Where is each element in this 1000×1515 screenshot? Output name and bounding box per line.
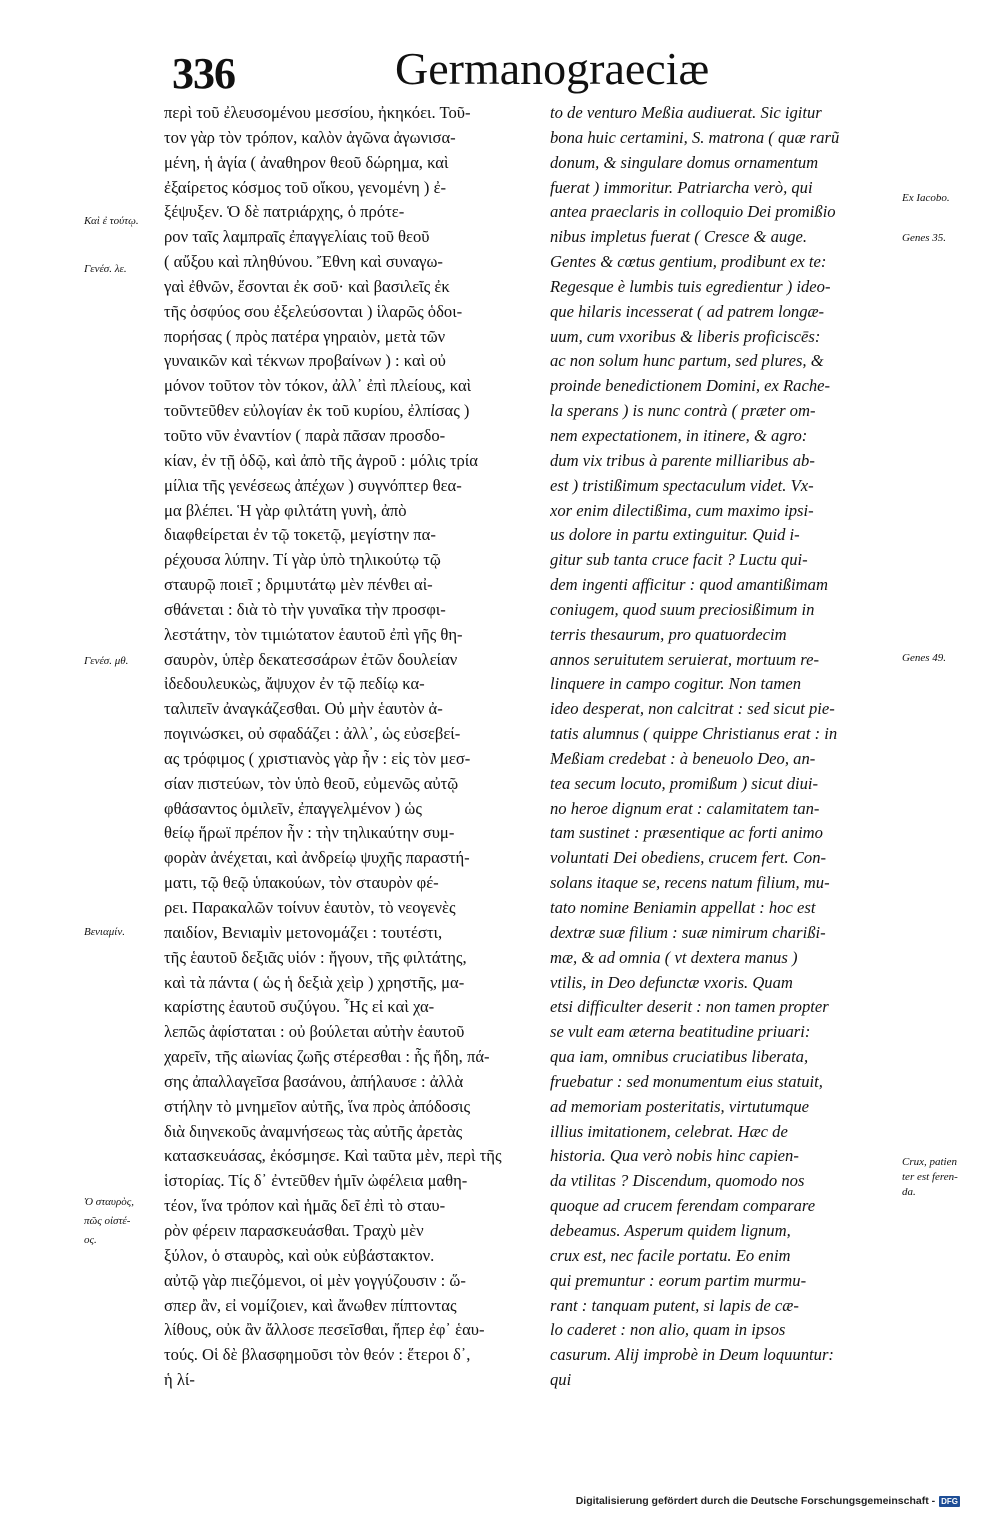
text-line: γαὶ ἐθνῶν, ἔσονται ἐκ σοῦ· καὶ βασιλεῖς ἐκ bbox=[164, 276, 450, 296]
text-line: linquere in campo cogitur. Non tamen bbox=[550, 674, 802, 694]
text-line: αὐτῷ γὰρ πιεζόμενοι, οἱ μὲν γογγύζουσιν : ὥ- bbox=[164, 1270, 466, 1290]
text-line: mæ, & ad omnia ( vt dextera manus ) bbox=[550, 947, 798, 967]
text-line: μίλια τῆς γενέσεως ἀπέχων ) συγνόπτερ θεα- bbox=[164, 475, 462, 495]
digitization-footer bbox=[576, 1495, 960, 1507]
text-line: debeamus. Asperum quidem lignum, bbox=[550, 1220, 791, 1240]
text-line: gitur sub tanta cruce facit ? Luctu qui- bbox=[550, 550, 808, 570]
text-line: to de venturo Meßia audiuerat. Sic igitur bbox=[550, 103, 822, 122]
text-line: λεστάτην, τὸν τιμιώτατον ἑαυτοῦ ἐπὶ γῆς θη- bbox=[164, 624, 463, 644]
text-line: χαρεῖν, τῆς αἰωνίας ζωῆς στέρεσθαι : ἧς ἤδη, πά- bbox=[164, 1047, 490, 1067]
text-line: ξέψυξεν. Ὁ δὲ πατριάρχης, ὁ πρότε- bbox=[164, 202, 405, 222]
text-line: tatis alumnus ( quippe Christianus erat : in bbox=[550, 724, 838, 744]
margin-note-left: Βενιαμίν. bbox=[84, 926, 125, 938]
text-line: σπερ ἂν, εἰ νομίζοιεν, καὶ ἄνωθεν πίπτοντας bbox=[164, 1295, 457, 1315]
text-line: τοῦντεῦθεν εὐλογίαν ἐκ τοῦ κυρίου, ἐλπίσας ) bbox=[164, 401, 470, 421]
text-line: solans itaque se, recens natum filium, mu- bbox=[550, 873, 830, 893]
text-line: σθάνεται : διὰ τὸ τὴν γυναῖκα τὴν προσφι- bbox=[164, 599, 446, 619]
text-line: antea praeclaris in colloquio Dei promißio bbox=[550, 202, 836, 222]
text-line: us dolore in partu extinguitur. Quid i- bbox=[550, 525, 800, 545]
text-line: παιδίον, Βενιαμὶν μετονομάζει : τουτέστι, bbox=[164, 922, 443, 942]
text-line: crux est, nec facile portatu. Eo enim bbox=[550, 1245, 791, 1265]
text-line: se vult eam æterna beatitudine priuari: bbox=[550, 1022, 811, 1042]
text-line: tato nomine Beniamin appellat : hoc est bbox=[550, 898, 816, 917]
text-line: dextræ suæ filium : suæ nimirum charißi- bbox=[550, 922, 826, 942]
text-line: la sperans ) is nunc contrà ( præter om- bbox=[550, 401, 816, 421]
text-line: τούς. Οἱ δὲ βλασφημοῦσι τὸν θεόν : ἕτεροι δ᾽, bbox=[164, 1345, 471, 1365]
text-line: que hilaris incesserat ( ad patrem longæ- bbox=[550, 301, 825, 321]
text-line: ad memoriam posteritatis, virtutumque bbox=[550, 1096, 810, 1116]
text-line: no heroe dignum erat : calamitatem tan- bbox=[550, 798, 820, 818]
text-line: ας τρόφιμος ( χριστιανὸς γὰρ ἦν : εἰς τὸν μεσ- bbox=[164, 748, 471, 768]
text-line: σταυρῷ ποιεῖ ; δριμυτάτῳ μὲν πένθει αἰ- bbox=[164, 575, 433, 595]
text-line: διαφθείρεται ἐν τῷ τοκετῷ, μεγίστην πα- bbox=[164, 525, 436, 545]
text-line: nibus impletus fuerat ( Cresce & auge. bbox=[550, 227, 808, 247]
latin-text-column bbox=[550, 101, 900, 1393]
margin-note-left: Γενέσ. λε. bbox=[84, 263, 127, 275]
text-line: etsi difficulter deserit : non tamen propter bbox=[550, 997, 829, 1017]
text-line: περὶ τοῦ ἐλευσομένου μεσσίου, ἠκηκόει. Τοῦ- bbox=[164, 103, 471, 122]
text-line: σης ἀπαλλαγεῖσα βασάνου, ἀπήλαυσε : ἀλλὰ bbox=[164, 1071, 464, 1091]
text-line: dum vix tribus à parente milliaribus ab- bbox=[550, 450, 815, 470]
margin-note-right: Genes 49. bbox=[902, 652, 946, 664]
greek-text-column bbox=[164, 101, 536, 1393]
text-line: dem ingenti afficitur : quod amantißimam bbox=[550, 575, 828, 595]
text-line: tea secum locuto, promißum ) sicut diui- bbox=[550, 773, 819, 793]
text-line: ρει. Παρακαλῶν τοίνυν ἑαυτὸν, τὸ νεογενὲς bbox=[164, 898, 456, 917]
text-line: coniugem, quod suum preciosißimum in bbox=[550, 599, 815, 619]
margin-note-right: Genes 35. bbox=[902, 232, 946, 244]
margin-note-right: Crux, patien bbox=[902, 1156, 957, 1168]
text-line: σαυρὸν, ὑπὲρ δεκατεσσάρων ἐτῶν δουλείαν bbox=[164, 649, 458, 669]
text-line: est ) tristißimum spectaculum videt. Vx- bbox=[550, 475, 814, 495]
margin-note-right: da. bbox=[902, 1186, 916, 1198]
text-line: ac non solum hunc partum, sed plures, & bbox=[550, 351, 824, 371]
text-line: πορήσας ( πρὸς πατέρα γηραιὸν, μετὰ τῶν bbox=[164, 326, 446, 346]
margin-note-left: πῶς οἰστέ- bbox=[84, 1215, 131, 1227]
text-line: nem expectationem, in itinere, & agro: bbox=[550, 425, 808, 445]
text-line: διὰ διηνεκοῦς ἀναμνήσεως τὰς αὐτῆς ἀρετὰς bbox=[164, 1121, 463, 1141]
page-number: 336 bbox=[172, 49, 235, 98]
text-line: qui bbox=[550, 1370, 572, 1390]
running-head: Germanograeciæ bbox=[395, 43, 710, 94]
margin-note-left: Ὁ σταυρὸς, bbox=[84, 1196, 134, 1208]
text-line: xor enim dilectißima, cum maximo ipsi- bbox=[550, 500, 814, 520]
dfg-logo: DFG bbox=[941, 1496, 958, 1506]
margin-note-right: Ex Iacobo. bbox=[902, 192, 950, 204]
text-line: lo caderet : non alio, quam in ipsos bbox=[550, 1320, 786, 1340]
text-line: τοῦτο νῦν ἐναντίον ( παρὰ πᾶσαν προσδο- bbox=[164, 425, 446, 445]
text-line: τον γὰρ τὸν τρόπον, καλὸν ἀγῶνα ἀγωνισα- bbox=[164, 127, 456, 147]
text-line: voluntati Dei obediens, crucem fert. Con- bbox=[550, 848, 827, 868]
text-line: da vtilitas ? Discendum, quomodo nos bbox=[550, 1171, 805, 1191]
text-line: λεπῶς ἀφίσταται : οὐ βούλεται αὐτὴν ἑαυτοῦ bbox=[164, 1022, 465, 1042]
text-line: qua iam, omnibus cruciatibus liberata, bbox=[550, 1047, 809, 1067]
text-line: annos seruitutem seruierat, mortuum re- bbox=[550, 649, 820, 669]
footer-text: Digitalisierung gefördert durch die Deutsche Forschungsgemeinschaft - bbox=[575, 1495, 936, 1507]
text-line: terris thesaurum, pro quatuordecim bbox=[550, 624, 787, 644]
text-line: donum, & singulare domus ornamentum bbox=[550, 152, 819, 172]
text-line: vtilis, in Deo defunctæ vxoris. Quam bbox=[550, 972, 793, 992]
text-line: μένη, ἡ ἁγία ( ἀναθηρον θεοῦ δώρημα, καὶ bbox=[164, 152, 449, 172]
text-line: historia. Qua verò nobis hinc capien- bbox=[550, 1146, 799, 1166]
text-line: ταλιπεῖν ἀναγκάζεσθαι. Οὐ μὴν ἑαυτὸν ἀ- bbox=[164, 699, 443, 719]
text-line: πογινώσκει, οὐ σφαδάζει : ἀλλ᾽, ὡς εὐσεβεί- bbox=[164, 724, 461, 744]
text-line: μόνον τοῦτον τὸν τόκον, ἀλλ᾽ ἐπὶ πλείους, καὶ bbox=[164, 376, 472, 396]
text-line: τῆς ἑαυτοῦ δεξιᾶς υἱόν : ἤγουν, τῆς φιλτάτης, bbox=[164, 947, 467, 967]
text-line: fuerat ) immoritur. Patriarcha verò, qui bbox=[550, 177, 813, 197]
text-line: μα βλέπει. Ἡ γὰρ φιλτάτη γυνὴ, ἀπὸ bbox=[164, 500, 407, 520]
text-line: κίαν, ἐν τῇ ὁδῷ, καὶ ἀπὸ τῆς ἀγροῦ : μόλις τρία bbox=[164, 450, 478, 470]
text-line: ρέχουσα λύπην. Τί γὰρ ὑπὸ τηλικούτῳ τῷ bbox=[164, 550, 441, 570]
text-line: proinde benedictionem Domini, ex Rache- bbox=[550, 376, 831, 396]
text-line: κατασκευάσας, ἐκόσμησε. Καὶ ταῦτα μὲν, περὶ τῆς bbox=[164, 1146, 502, 1166]
text-line: Gentes & cœtus gentium, prodibunt ex te: bbox=[550, 252, 827, 272]
margin-note-left: ος. bbox=[84, 1234, 97, 1246]
text-line: φθάσαντος ὁμιλεῖν, ἐπαγγελμένον ) ὡς bbox=[164, 798, 422, 818]
text-line: Regesque è lumbis tuis egredientur ) ideo- bbox=[550, 276, 831, 296]
margin-note-right: ter est feren- bbox=[902, 1171, 958, 1183]
text-line: φορὰν ἀνέχεται, καὶ ἀνδρείῳ ψυχῆς παραστή- bbox=[164, 848, 470, 868]
text-line: uum, cum vxoribus & liberis proficiscēs: bbox=[550, 326, 821, 346]
text-line: ρὸν φέρειν παρασκευάσθαι. Τραχὺ μὲν bbox=[164, 1220, 424, 1240]
text-line: τέον, ἵνα τρόπον καὶ ἡμᾶς δεῖ ἐπὶ τὸ σταυ- bbox=[164, 1196, 446, 1216]
text-line: ἰδεδουλευκὼς, ἄψυχον ἐν τῷ πεδίῳ κα- bbox=[164, 674, 425, 694]
text-line: τῆς ὀσφύος σου ἐξελεύσονται ) ἱλαρῶς ὁδοι- bbox=[164, 301, 463, 321]
text-line: λίθους, οὐκ ἂν ἄλλοσε πεσεῖσθαι, ἤπερ ἐφ᾽ ἑαυ- bbox=[164, 1320, 485, 1340]
text-line: ματι, τῷ θεῷ ὑπακούων, τὸν σταυρὸν φέ- bbox=[164, 873, 439, 893]
text-line: ἐξαίρετος κόσμος τοῦ οἴκου, γενομένη ) ἐ- bbox=[164, 177, 447, 197]
text-line: σίαν πιστεύων, τὸν ὑπὸ θεοῦ, εὐμενῶς αὐτῷ bbox=[164, 773, 459, 793]
text-line: ρον ταῖς λαμπραῖς ἐπαγγελίαις τοῦ θεοῦ bbox=[164, 227, 430, 247]
text-line: bona huic certamini, S. matrona ( quæ rarũ bbox=[550, 127, 840, 147]
text-line: γυναικῶν καὶ τέκνων προβαίνων ) : καὶ οὐ bbox=[164, 351, 446, 371]
text-line: ξύλον, ὁ σταυρὸς, καὶ οὐκ εὐβάστακτον. bbox=[164, 1245, 435, 1265]
text-line: tam sustinet : præsentique ac forti animo bbox=[550, 823, 823, 843]
text-line: ( αὔξου καὶ πληθύνου. Ἔθνη καὶ συναγω- bbox=[164, 252, 443, 272]
text-line: rant : tanquam putent, si lapis de cæ- bbox=[550, 1295, 799, 1315]
text-line: Meßiam credebat : à beneuolo Deo, an- bbox=[550, 748, 816, 768]
text-line: καὶ τὰ πάντα ( ὡς ἡ δεξιὰ χεὶρ ) χρηστῆς, μα- bbox=[164, 972, 465, 992]
text-line: fruebatur : sed monumentum eius statuit, bbox=[550, 1071, 823, 1091]
text-line: illius imitationem, celebrat. Hæc de bbox=[550, 1121, 788, 1141]
text-line: θείῳ ἥρωϊ πρέπον ἦν : τὴν τηλικαύτην συμ- bbox=[164, 823, 455, 843]
text-line: στήλην τὸ μνημεῖον αὐτῆς, ἵνα πρὸς ἀπόδοσις bbox=[164, 1096, 471, 1116]
text-line: ἱστορίας. Τίς δ᾽ ἐντεῦθεν ἡμῖν ὠφέλεια μαθη- bbox=[164, 1171, 468, 1191]
text-line: ideo desperat, non calcitrat : sed sicut pie- bbox=[550, 699, 835, 719]
margin-note-left: Γενέσ. μθ. bbox=[84, 655, 129, 667]
text-line: ἡ λί- bbox=[164, 1370, 195, 1390]
text-line: qui premuntur : eorum partim murmu- bbox=[550, 1270, 807, 1290]
text-line: quoque ad crucem ferendam comparare bbox=[550, 1196, 816, 1216]
text-line: καρίστης ἑαυτοῦ συζύγου. Ἧς εἰ καὶ χα- bbox=[164, 997, 435, 1017]
margin-note-left: Καὶ ἐ τούτῳ. bbox=[84, 215, 139, 227]
text-line: casurum. Alij improbè in Deum loquuntur: bbox=[550, 1345, 834, 1365]
